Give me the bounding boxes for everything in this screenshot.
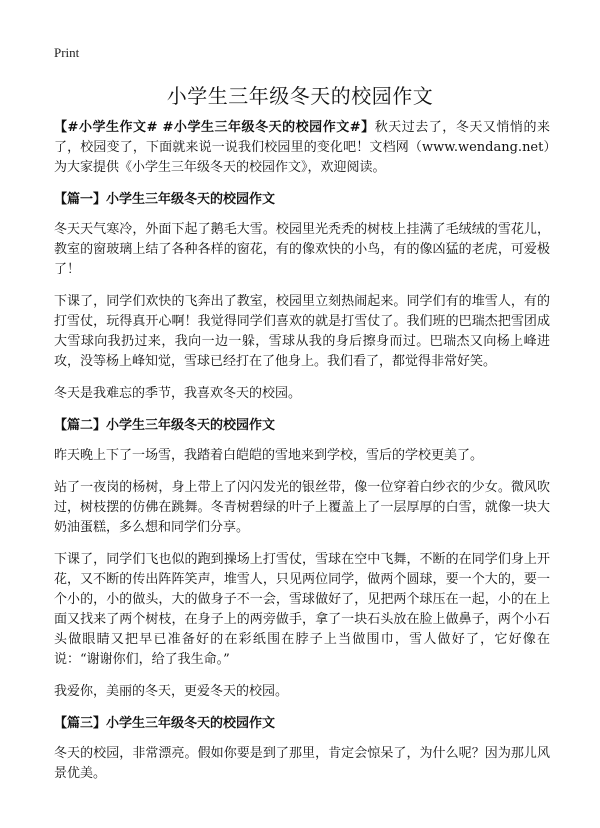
intro-paragraph <box>54 118 550 178</box>
paragraph: 冬天的校园，非常漂亮。假如你要是到了那里，肯定会惊呆了，为什么呢？因为那儿风景优美。 <box>54 746 550 781</box>
section-heading-1: 【篇一】小学生三年级冬天的校园作文 <box>54 192 276 207</box>
paragraph: 站了一夜岗的杨树，身上带上了闪闪发光的银丝带，像一位穿着白纱衣的少女。微风吹过，树枝摆的仿佛在跳舞。冬青树碧绿的叶子上覆盖上了一层厚厚的白雪，就像一块大奶油蛋糕，多么想和同学们分享。 <box>54 480 550 535</box>
section-heading-2: 【篇二】小学生三年级冬天的校园作文 <box>54 418 276 433</box>
paragraph: 冬天天气寒冷，外面下起了鹅毛大雪。校园里光秃秃的树枝上挂满了毛绒绒的雪花儿，教室的窗玻璃上结了各种各样的窗花，有的像欢快的小鸟，有的像凶猛的老虎，可爱极了！ <box>54 222 550 277</box>
paragraph: 我爱你，美丽的冬天，更爱冬天的校园。 <box>54 684 289 699</box>
paragraph: 冬天是我难忘的季节，我喜欢冬天的校园。 <box>54 386 302 401</box>
article-body <box>54 118 550 796</box>
intro-tag: 【#小学生作文# #小学生三年级冬天的校园作文#】 <box>54 120 375 135</box>
section-heading-3: 【篇三】小学生三年级冬天的校园作文 <box>54 716 276 731</box>
page-title: 小学生三年级冬天的校园作文 <box>166 84 434 108</box>
intro-text: 秋天过去了，冬天又悄悄的来了，校园变了，下面就来说一说我们校园里的变化吧！文档网（www.wendang.net）为大家提供《小学生三年级冬天的校园作文》，欢迎阅读。 <box>54 120 550 175</box>
paragraph: 下课了，同学们飞也似的跑到操场上打雪仗，雪球在空中飞舞，不断的在同学们身上开花，又不断的传出阵阵笑声，堆雪人，只见两位同学，做两个圆球，要一个大的，要一个小的，小的做头，大的做身子不一会，雪球做好了，见把两个球压在一起，小的在上面又找来了两个树枝，在身子上的两旁做手，拿了一块石头放在脸上做鼻子，两个小石头做眼睛又把早已准备好的在彩纸围在脖子上当做围巾，雪人做好了，它好像在说：“谢谢你们，给了我生命。” <box>54 552 550 667</box>
paragraph: 下课了，同学们欢快的飞奔出了教室，校园里立刻热闹起来。同学们有的堆雪人，有的打雪仗，玩得真开心啊！我觉得同学们喜欢的就是打雪仗了。我们班的巴瑞杰把雪团成大雪球向我扔过来，我向一边一躲，雪球从我的身后擦身而过。巴瑞杰又向杨上峰进攻，没等杨上峰知觉，雪球已经打在了他身上。我们看了，都觉得非常好笑。 <box>54 294 550 369</box>
print-link[interactable]: Print <box>54 45 80 60</box>
paragraph: 昨天晚上下了一场雪，我踏着白皑皑的雪地来到学校，雪后的学校更美了。 <box>54 448 484 463</box>
